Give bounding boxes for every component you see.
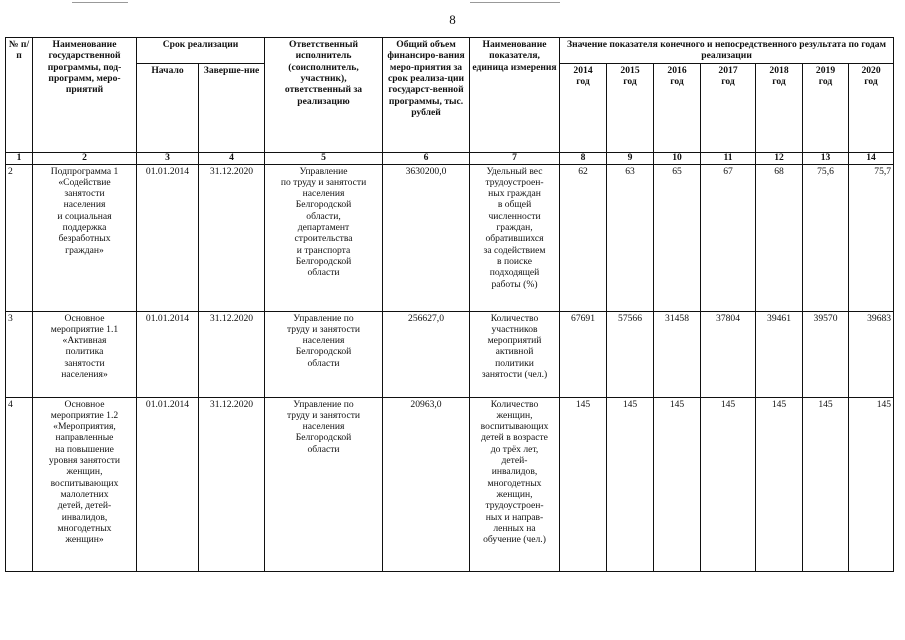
column-index: 8 xyxy=(560,153,607,165)
row-start: 01.01.2014 xyxy=(137,164,199,311)
row-value: 145 xyxy=(560,397,607,571)
row-volume: 20963,0 xyxy=(383,397,470,571)
column-index: 2 xyxy=(33,153,137,165)
header-year: 2017 год xyxy=(701,64,756,153)
row-value: 145 xyxy=(654,397,701,571)
header-start: Начало xyxy=(137,64,199,153)
header-year: 2015 год xyxy=(607,64,654,153)
column-index: 10 xyxy=(654,153,701,165)
row-value: 65 xyxy=(654,164,701,311)
row-executor: Управление по труду и занятости населения Белгородской области xyxy=(265,311,383,397)
row-value: 145 xyxy=(607,397,654,571)
table-row xyxy=(6,311,894,397)
column-index: 5 xyxy=(265,153,383,165)
row-value: 37804 xyxy=(701,311,756,397)
row-indicator: Количество участников мероприятий активной политики занятости (чел.) xyxy=(470,311,560,397)
header-year: 2014 год xyxy=(560,64,607,153)
row-value: 145 xyxy=(701,397,756,571)
row-value: 39570 xyxy=(803,311,849,397)
row-value: 62 xyxy=(560,164,607,311)
row-value: 75,6 xyxy=(803,164,849,311)
row-value: 57566 xyxy=(607,311,654,397)
column-index: 14 xyxy=(849,153,894,165)
header-indicator: Наименование показателя, единица измерения xyxy=(470,38,560,153)
row-num: 2 xyxy=(6,164,33,311)
row-indicator: Удельный вес трудоустроен- ных граждан в общей численности граждан, обратившихся за содействием в поиске подходящей работы (%) xyxy=(470,164,560,311)
column-index-row xyxy=(6,153,894,165)
row-value: 145 xyxy=(803,397,849,571)
scan-artifact-line xyxy=(72,2,128,3)
header-year: 2020 год xyxy=(849,64,894,153)
row-value: 67 xyxy=(701,164,756,311)
page-number: 8 xyxy=(449,12,456,27)
header-values: Значение показателя конечного и непосредственного результата по годам реализации xyxy=(560,38,894,64)
column-index: 1 xyxy=(6,153,33,165)
row-value: 31458 xyxy=(654,311,701,397)
column-index: 3 xyxy=(137,153,199,165)
row-value: 39683 xyxy=(849,311,894,397)
row-num: 3 xyxy=(6,311,33,397)
table-row xyxy=(6,164,894,311)
row-start: 01.01.2014 xyxy=(137,311,199,397)
column-index: 13 xyxy=(803,153,849,165)
row-num: 4 xyxy=(6,397,33,571)
row-volume: 3630200,0 xyxy=(383,164,470,311)
row-value: 145 xyxy=(849,397,894,571)
scan-artifact-line xyxy=(470,2,560,3)
header-year: 2016 год xyxy=(654,64,701,153)
table-row xyxy=(6,397,894,571)
row-name: Основное мероприятие 1.1 «Активная политика занятости населения» xyxy=(33,311,137,397)
row-end: 31.12.2020 xyxy=(199,311,265,397)
row-start: 01.01.2014 xyxy=(137,397,199,571)
row-executor: Управление по труду и занятости населения Белгородской области, департамент строительства и транспорта Белгородской области xyxy=(265,164,383,311)
column-index: 4 xyxy=(199,153,265,165)
row-executor: Управление по труду и занятости населения Белгородской области xyxy=(265,397,383,571)
row-end: 31.12.2020 xyxy=(199,164,265,311)
row-value: 39461 xyxy=(756,311,803,397)
column-index: 6 xyxy=(383,153,470,165)
row-name: Основное мероприятие 1.2 «Мероприятия, направленные на повышение уровня занятости женщин, воспитывающих малолетних детей, детей- инвалидов, многодетных женщин» xyxy=(33,397,137,571)
program-table xyxy=(5,37,894,572)
header-executor: Ответственный исполнитель (соисполнитель, участник), ответственный за реализацию xyxy=(265,38,383,153)
row-volume: 256627,0 xyxy=(383,311,470,397)
header-volume: Общий объем финансиро-вания меро-приятия за срок реализа-ции государст-венной программы, тыс. рублей xyxy=(383,38,470,153)
row-value: 67691 xyxy=(560,311,607,397)
column-index: 11 xyxy=(701,153,756,165)
header-name: Наименование государственной программы, под-программ, меро-приятий xyxy=(33,38,137,153)
row-value: 63 xyxy=(607,164,654,311)
header-num: № п/п xyxy=(6,38,33,153)
column-index: 7 xyxy=(470,153,560,165)
header-year: 2019 год xyxy=(803,64,849,153)
row-value: 145 xyxy=(756,397,803,571)
row-end: 31.12.2020 xyxy=(199,397,265,571)
header-year: 2018 год xyxy=(756,64,803,153)
header-end: Заверше-ние xyxy=(199,64,265,153)
row-indicator: Количество женщин, воспитывающих детей в возрасте до трёх лет, детей- инвалидов, многодетных женщин, трудоустроен- ных и направ- ленных на обучение (чел.) xyxy=(470,397,560,571)
row-value: 68 xyxy=(756,164,803,311)
row-value: 75,7 xyxy=(849,164,894,311)
column-index: 12 xyxy=(756,153,803,165)
column-index: 9 xyxy=(607,153,654,165)
row-name: Подпрограмма 1 «Содействие занятости населения и социальная поддержка безработных граждан» xyxy=(33,164,137,311)
header-period: Срок реализации xyxy=(137,38,265,64)
